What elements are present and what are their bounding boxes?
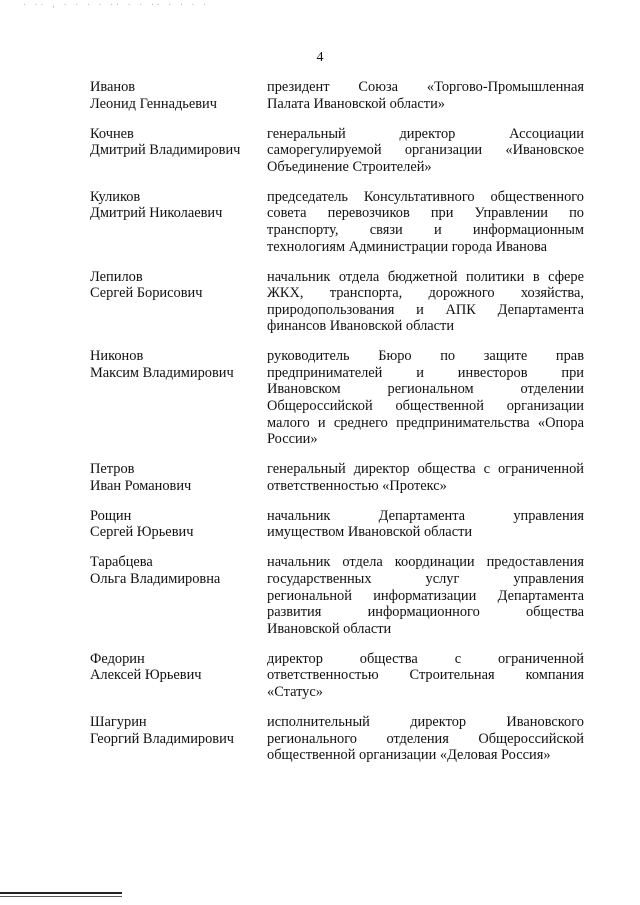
member-position-line: начальник отдела бюджетной политики в сфере xyxy=(267,268,584,285)
member-row xyxy=(90,79,585,112)
member-name xyxy=(90,714,267,764)
member-position-line: малого и среднего предпринимательства «Опора xyxy=(267,414,584,431)
member-name xyxy=(90,79,267,112)
member-position-line: развития информационного общества xyxy=(267,604,584,621)
member-position-line: ответственностью «Протекс» xyxy=(267,477,447,494)
member-position xyxy=(267,461,584,494)
member-name xyxy=(90,269,267,335)
member-given-names: Георгий Владимирович xyxy=(90,730,235,747)
member-surname: Рощин xyxy=(90,507,132,524)
footer-rule-thin xyxy=(0,896,122,897)
member-surname: Иванов xyxy=(90,79,136,95)
member-position-line: «Статус» xyxy=(267,683,323,700)
member-position-line: ЖКХ, транспорта, дорожного хозяйства, xyxy=(267,285,584,302)
member-surname: Никонов xyxy=(90,348,144,365)
member-surname: Тарабцева xyxy=(90,554,153,571)
member-position-line: Палата Ивановской области» xyxy=(267,95,445,112)
member-given-names: Ольга Владимировна xyxy=(90,570,221,587)
member-given-names: Иван Романович xyxy=(90,477,192,494)
member-name xyxy=(90,508,267,541)
member-position-line: Ивановском региональном отделении xyxy=(267,381,584,398)
member-position-line: предпринимателей и инвесторов при xyxy=(267,364,584,381)
member-given-names: Сергей Юрьевич xyxy=(90,524,194,541)
member-position-line: начальник отдела координации предоставления xyxy=(267,554,584,571)
scan-artifact: · ·· , · · · · ·· · · ·· · · · · xyxy=(22,0,209,9)
member-position-line: государственных услуг управления xyxy=(267,570,584,587)
member-given-names: Дмитрий Николаевич xyxy=(90,205,223,222)
footer-rule xyxy=(0,892,122,894)
member-surname: Лепилов xyxy=(90,268,143,285)
member-position-line: регионального отделения Общероссийской xyxy=(267,730,584,747)
member-position-line: транспорту, связи и информационным xyxy=(267,221,584,238)
member-name xyxy=(90,554,267,637)
member-position xyxy=(267,651,584,701)
member-position xyxy=(267,348,584,448)
member-position-line: финансов Ивановской области xyxy=(267,318,455,335)
member-position-line: саморегулируемой организации «Ивановское xyxy=(267,142,584,159)
member-position xyxy=(267,126,584,176)
member-position-line: Общероссийской общественной организации xyxy=(267,398,584,415)
member-position-line: генеральный директор общества с ограниченной xyxy=(267,461,584,478)
member-given-names: Сергей Борисович xyxy=(90,285,203,302)
member-position xyxy=(267,554,584,637)
member-row xyxy=(90,714,585,764)
member-name xyxy=(90,126,267,176)
member-position xyxy=(267,508,584,541)
member-position-line: директор общества с ограниченной xyxy=(267,650,584,667)
member-row xyxy=(90,554,585,637)
member-row xyxy=(90,348,585,448)
member-given-names: Максим Владимирович xyxy=(90,364,234,381)
member-given-names: Дмитрий Владимирович xyxy=(90,142,241,159)
member-row xyxy=(90,651,585,701)
member-position-line: технологиям Администрации города Иванова xyxy=(267,238,548,255)
member-position-line: ответственностью Строительная компания xyxy=(267,667,584,684)
member-surname: Куликов xyxy=(90,188,141,205)
member-position xyxy=(267,189,584,255)
member-surname: Петров xyxy=(90,461,135,478)
member-position-line: природопользования и АПК Департамента xyxy=(267,301,584,318)
member-position-line: региональной информатизации Департамента xyxy=(267,587,584,604)
member-row xyxy=(90,189,585,255)
member-position xyxy=(267,79,584,112)
member-position-line: исполнительный директор Ивановского xyxy=(267,713,584,730)
member-given-names: Алексей Юрьевич xyxy=(90,667,202,684)
member-name xyxy=(90,348,267,448)
member-position xyxy=(267,269,584,335)
member-position-line: Объединение Строителей» xyxy=(267,158,432,175)
member-name xyxy=(90,461,267,494)
member-row xyxy=(90,508,585,541)
member-given-names: Леонид Геннадьевич xyxy=(90,95,217,112)
member-row xyxy=(90,126,585,176)
member-name xyxy=(90,189,267,255)
member-position-line: имуществом Ивановской области xyxy=(267,524,473,541)
member-position-line: общественной организации «Деловая Россия» xyxy=(267,747,551,764)
member-position-line: президент Союза «Торгово-Промышленная xyxy=(267,79,584,95)
member-position-line: Ивановской области xyxy=(267,620,392,637)
member-position-line: генеральный директор Ассоциации xyxy=(267,125,584,142)
member-position xyxy=(267,714,584,764)
member-position-line: руководитель Бюро по защите прав xyxy=(267,348,584,365)
member-row xyxy=(90,269,585,335)
member-surname: Шагурин xyxy=(90,713,147,730)
member-position-line: председатель Консультативного общественного xyxy=(267,188,584,205)
member-position-line: России» xyxy=(267,431,318,448)
member-list xyxy=(90,79,585,777)
member-name xyxy=(90,651,267,701)
member-row xyxy=(90,461,585,494)
page-number: 4 xyxy=(316,50,324,65)
member-surname: Федорин xyxy=(90,650,145,667)
member-position-line: начальник Департамента управления xyxy=(267,507,584,524)
member-surname: Кочнев xyxy=(90,125,134,142)
member-position-line: совета перевозчиков при Управлении по xyxy=(267,205,584,222)
